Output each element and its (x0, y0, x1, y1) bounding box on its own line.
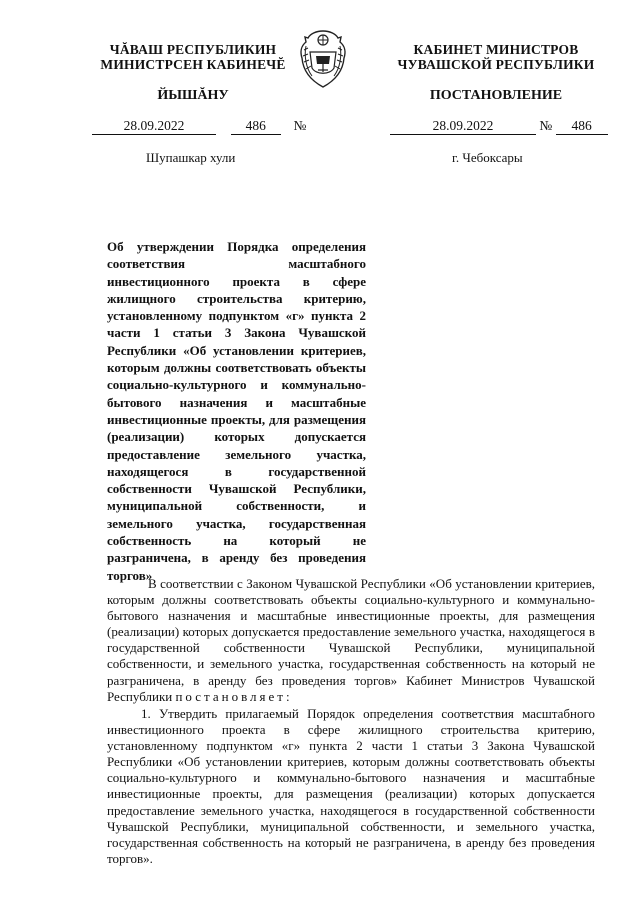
date-field-russian: 28.09.2022 (390, 118, 536, 135)
issuer-line1-chuvash: ЧĂВАШ РЕСПУБЛИКИН (109, 42, 277, 57)
number-sign-russian: № (539, 118, 553, 133)
city-russian: г. Чебоксары (452, 150, 523, 165)
issuer-line1-russian: КАБИНЕТ МИНИСТРОВ (413, 42, 579, 57)
date-number-line-chuvash (92, 118, 306, 135)
preamble-text: В соответствии с Законом Чувашской Республики «Об установлении критериев, которым должны соответствовать объекты социально-культурного и коммунально-бытового назначения и масштабные инвестиционные проекты, для размещения (реализации) которых допускается предоставление земельного участка, находящегося в государственной собственности Чувашской Республики, муниципальной собственности, и земельного участка, государственная собственность на который не разграничена, в аренду без проведения торгов» Кабинет Министров Чувашской Республики (107, 576, 595, 704)
clause-1-paragraph (107, 706, 595, 867)
clause-1-text: 1. Утвердить прилагаемый Порядок определения соответствия масштабного инвестиционного проекта в сфере жилищного строительства критерию, установленному подпунктом «г» пункта 2 части 1 статьи 3 Закона Чувашской Республики «Об установлении критериев, которым должны соответствовать объекты социально-культурного и коммунально-бытового назначения и масштабные инвестиционные проекты, для размещения (реализации) которых допускается предоставление земельного участка, находящегося в государственной собственности Чувашской Республики, муниципальной собственности, и земельного участка, государственная собственность на который не разграничена, в аренду без проведения торгов». (107, 706, 595, 866)
doctype-russian: ПОСТАНОВЛЕНИЕ (429, 88, 563, 103)
issuer-line2-chuvash: МИНИСТРСЕН КАБИНЕЧĔ (100, 57, 286, 72)
decree-word: постановляет: (175, 688, 293, 704)
preamble-paragraph (107, 576, 595, 705)
city-chuvash: Шупашкар хули (146, 150, 236, 165)
document-subject: Об утверждении Порядка определения соответствия масштабного инвестиционного проекта в сфере жилищного строительства критерию, установленному подпунктом «г» пункта 2 части 1 статьи 3 Закона Чувашской Республики «Об установлении критериев, которым должны соответствовать объекты социально-культурного и коммунально-бытового назначения и масштабные инвестиционные проекты, для размещения (реализации) которых допускается предоставление земельного участка, находящегося в государственной собственности Чувашской Республики, муниципальной собственности, и земельного участка, государственная собственность на который не разграничена, в аренду без проведения торгов» (107, 239, 366, 583)
number-field-chuvash: 486 (231, 118, 281, 135)
number-field-russian: 486 (556, 118, 608, 135)
date-field-chuvash: 28.09.2022 (92, 118, 216, 135)
chuvash-republic-coat-of-arms-icon (296, 28, 350, 90)
issuer-name-russian (390, 42, 602, 72)
date-number-line-russian (390, 118, 608, 135)
issuer-line2-russian: ЧУВАШСКОЙ РЕСПУБЛИКИ (397, 57, 595, 72)
issuer-name-chuvash (88, 42, 298, 72)
doctype-chuvash: ЙЫШĂНУ (157, 88, 229, 103)
number-sign-chuvash: № (293, 118, 307, 133)
